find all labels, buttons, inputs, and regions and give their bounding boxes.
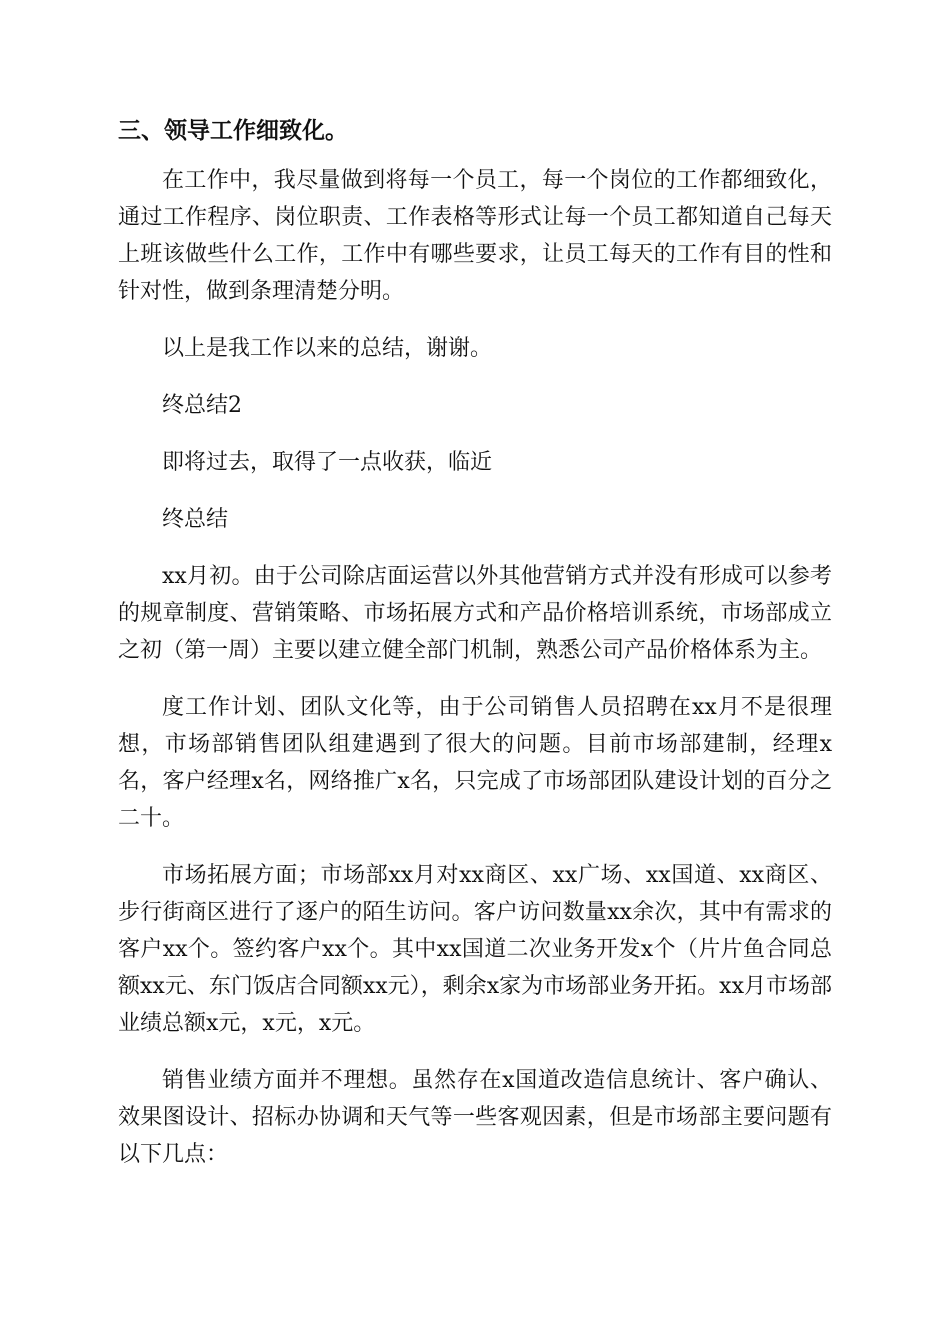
paragraph-sales-performance: 销售业绩方面并不理想。虽然存在x国道改造信息统计、客户确认、效果图设计、招标办协调和天气等一些客观因素，但是市场部主要问题有以下几点： xyxy=(118,1068,832,1167)
paragraph-market-department-start: xx月初。由于公司除店面运营以外其他营销方式并没有形成可以参考的规章制度、营销策略、市场拓展方式和产品价格培训系统，市场部成立之初（第一周）主要以建立健全部门机制，熟悉公司产品价格体系为主。 xyxy=(118,564,832,663)
paragraph-harvest: 即将过去，取得了一点收获，临近 xyxy=(162,450,493,475)
paragraph-thanks: 以上是我工作以来的总结，谢谢。 xyxy=(162,336,493,361)
paragraph-summary-title: 终总结 xyxy=(162,507,229,532)
section-heading: 三、领导工作细致化。 xyxy=(118,118,348,144)
paragraph-summary-2-title: 终总结2 xyxy=(162,393,242,418)
paragraph-team-building: 度工作计划、团队文化等，由于公司销售人员招聘在xx月不是很理想，市场部销售团队组建遇到了很大的问题。目前市场部建制，经理x名，客户经理x名，网络推广x名，只完成了市场部团队建设计划的百分之二十。 xyxy=(118,695,832,831)
paragraph-work-detail: 在工作中，我尽量做到将每一个员工，每一个岗位的工作都细致化，通过工作程序、岗位职责、工作表格等形式让每一个员工都知道自己每天上班该做些什么工作，工作中有哪些要求，让员工每天的工作有目的性和针对性，做到条理清楚分明。 xyxy=(118,168,832,304)
paragraph-market-expansion: 市场拓展方面；市场部xx月对xx商区、xx广场、xx国道、xx商区、步行街商区进行了逐户的陌生访问。客户访问数量xx余次，其中有需求的客户xx个。签约客户xx个。其中xx国道二次业务开发x个（片片鱼合同总额xx元、东门饭店合同额xx元），剩余x家为市场部业务开拓。xx月市场部业绩总额x元，x元，x元。 xyxy=(118,863,832,1036)
